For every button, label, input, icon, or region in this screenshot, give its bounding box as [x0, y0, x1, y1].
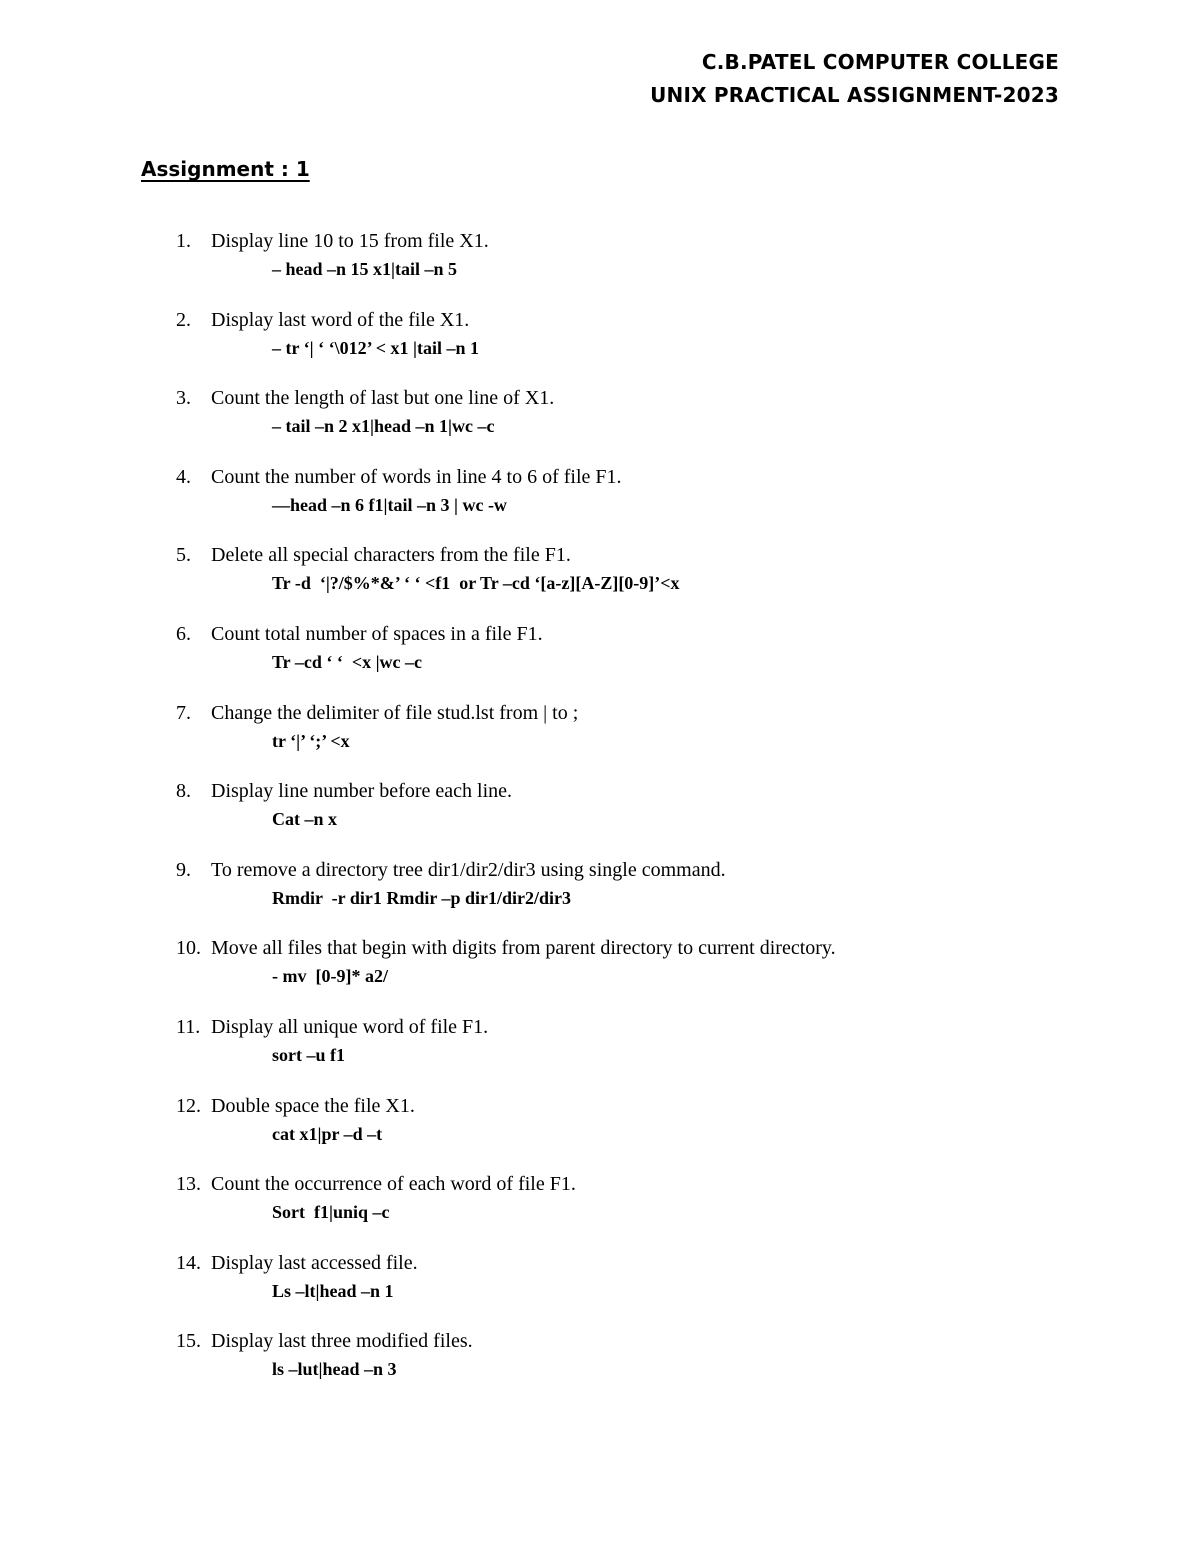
question-answer: Tr –cd ‘ ‘ <x |wc –c: [272, 651, 423, 672]
question-item: [176, 856, 1126, 935]
question-number: 10.: [176, 937, 201, 960]
question-answer: —head –n 6 f1|tail –n 3 | wc -w: [272, 494, 507, 515]
question-number: 8.: [176, 780, 191, 803]
question-text: Double space the file X1.: [211, 1094, 415, 1117]
question-number: 11.: [176, 1015, 201, 1038]
question-item: [176, 777, 1126, 856]
question-number: 6.: [176, 622, 191, 645]
question-list: [176, 227, 1126, 1406]
question-answer: - mv [0-9]* a2/: [272, 966, 388, 987]
question-answer: Ls –lt|head –n 1: [272, 1280, 394, 1301]
question-text: Count total number of spaces in a file F1.: [211, 622, 543, 645]
question-text: Move all files that begin with digits from parent directory to current directory.: [211, 937, 836, 960]
assignment-heading: Assignment : 1: [141, 157, 310, 181]
question-answer: tr ‘|’ ‘;’ <x: [272, 730, 350, 751]
question-answer: Sort f1|uniq –c: [272, 1202, 390, 1223]
question-text: Count the length of last but one line of X1.: [211, 387, 555, 410]
question-number: 9.: [176, 858, 191, 881]
question-text: Display last word of the file X1.: [211, 308, 470, 331]
question-number: 2.: [176, 308, 191, 331]
question-item: [176, 1092, 1126, 1171]
question-number: 3.: [176, 387, 191, 410]
question-answer: Tr -d ‘|?/$%*&’ ‘ ‘ <f1 or Tr –cd ‘[a-z][A-Z][0-9]’<x: [272, 573, 680, 594]
question-text: Display last accessed file.: [211, 1251, 418, 1274]
question-number: 5.: [176, 544, 191, 567]
question-text: Count the occurrence of each word of file F1.: [211, 1173, 576, 1196]
question-item: [176, 306, 1126, 385]
question-text: Display line number before each line.: [211, 780, 512, 803]
question-item: [176, 699, 1126, 778]
question-item: [176, 1327, 1126, 1406]
question-item: [176, 463, 1126, 542]
question-text: Display all unique word of file F1.: [211, 1015, 489, 1038]
question-item: [176, 227, 1126, 306]
question-item: [176, 1249, 1126, 1328]
question-text: Count the number of words in line 4 to 6 of file F1.: [211, 465, 622, 488]
question-text: Delete all special characters from the file F1.: [211, 544, 571, 567]
question-answer: sort –u f1: [272, 1044, 345, 1065]
question-answer: Rmdir -r dir1 Rmdir –p dir1/dir2/dir3: [272, 887, 572, 908]
question-number: 12.: [176, 1094, 201, 1117]
question-item: [176, 384, 1126, 463]
question-item: [176, 541, 1126, 620]
question-text: Change the delimiter of file stud.lst from | to ;: [211, 701, 579, 724]
assignment-set-title: UNIX PRACTICAL ASSIGNMENT-2023: [650, 83, 1059, 107]
question-text: Display line 10 to 15 from file X1.: [211, 230, 489, 252]
question-answer: ls –lut|head –n 3: [272, 1359, 397, 1380]
question-answer: – tr ‘| ‘ ‘\012’ < x1 |tail –n 1: [272, 337, 479, 358]
question-number: 15.: [176, 1330, 201, 1353]
question-number: 1.: [176, 230, 191, 252]
question-text: Display last three modified files.: [211, 1330, 473, 1353]
question-item: [176, 1170, 1126, 1249]
question-answer: Cat –n x: [272, 809, 338, 830]
question-answer: – tail –n 2 x1|head –n 1|wc –c: [272, 416, 495, 437]
question-item: [176, 934, 1126, 1013]
question-number: 7.: [176, 701, 191, 724]
question-number: 13.: [176, 1173, 201, 1196]
college-name: C.B.PATEL COMPUTER COLLEGE: [701, 50, 1059, 74]
page-header: [650, 46, 1059, 112]
question-number: 14.: [176, 1251, 201, 1274]
question-item: [176, 620, 1126, 699]
question-answer: – head –n 15 x1|tail –n 5: [272, 259, 457, 279]
question-text: To remove a directory tree dir1/dir2/dir3 using single command.: [211, 858, 726, 881]
question-item: [176, 1013, 1126, 1092]
question-answer: cat x1|pr –d –t: [272, 1123, 383, 1144]
question-number: 4.: [176, 465, 191, 488]
